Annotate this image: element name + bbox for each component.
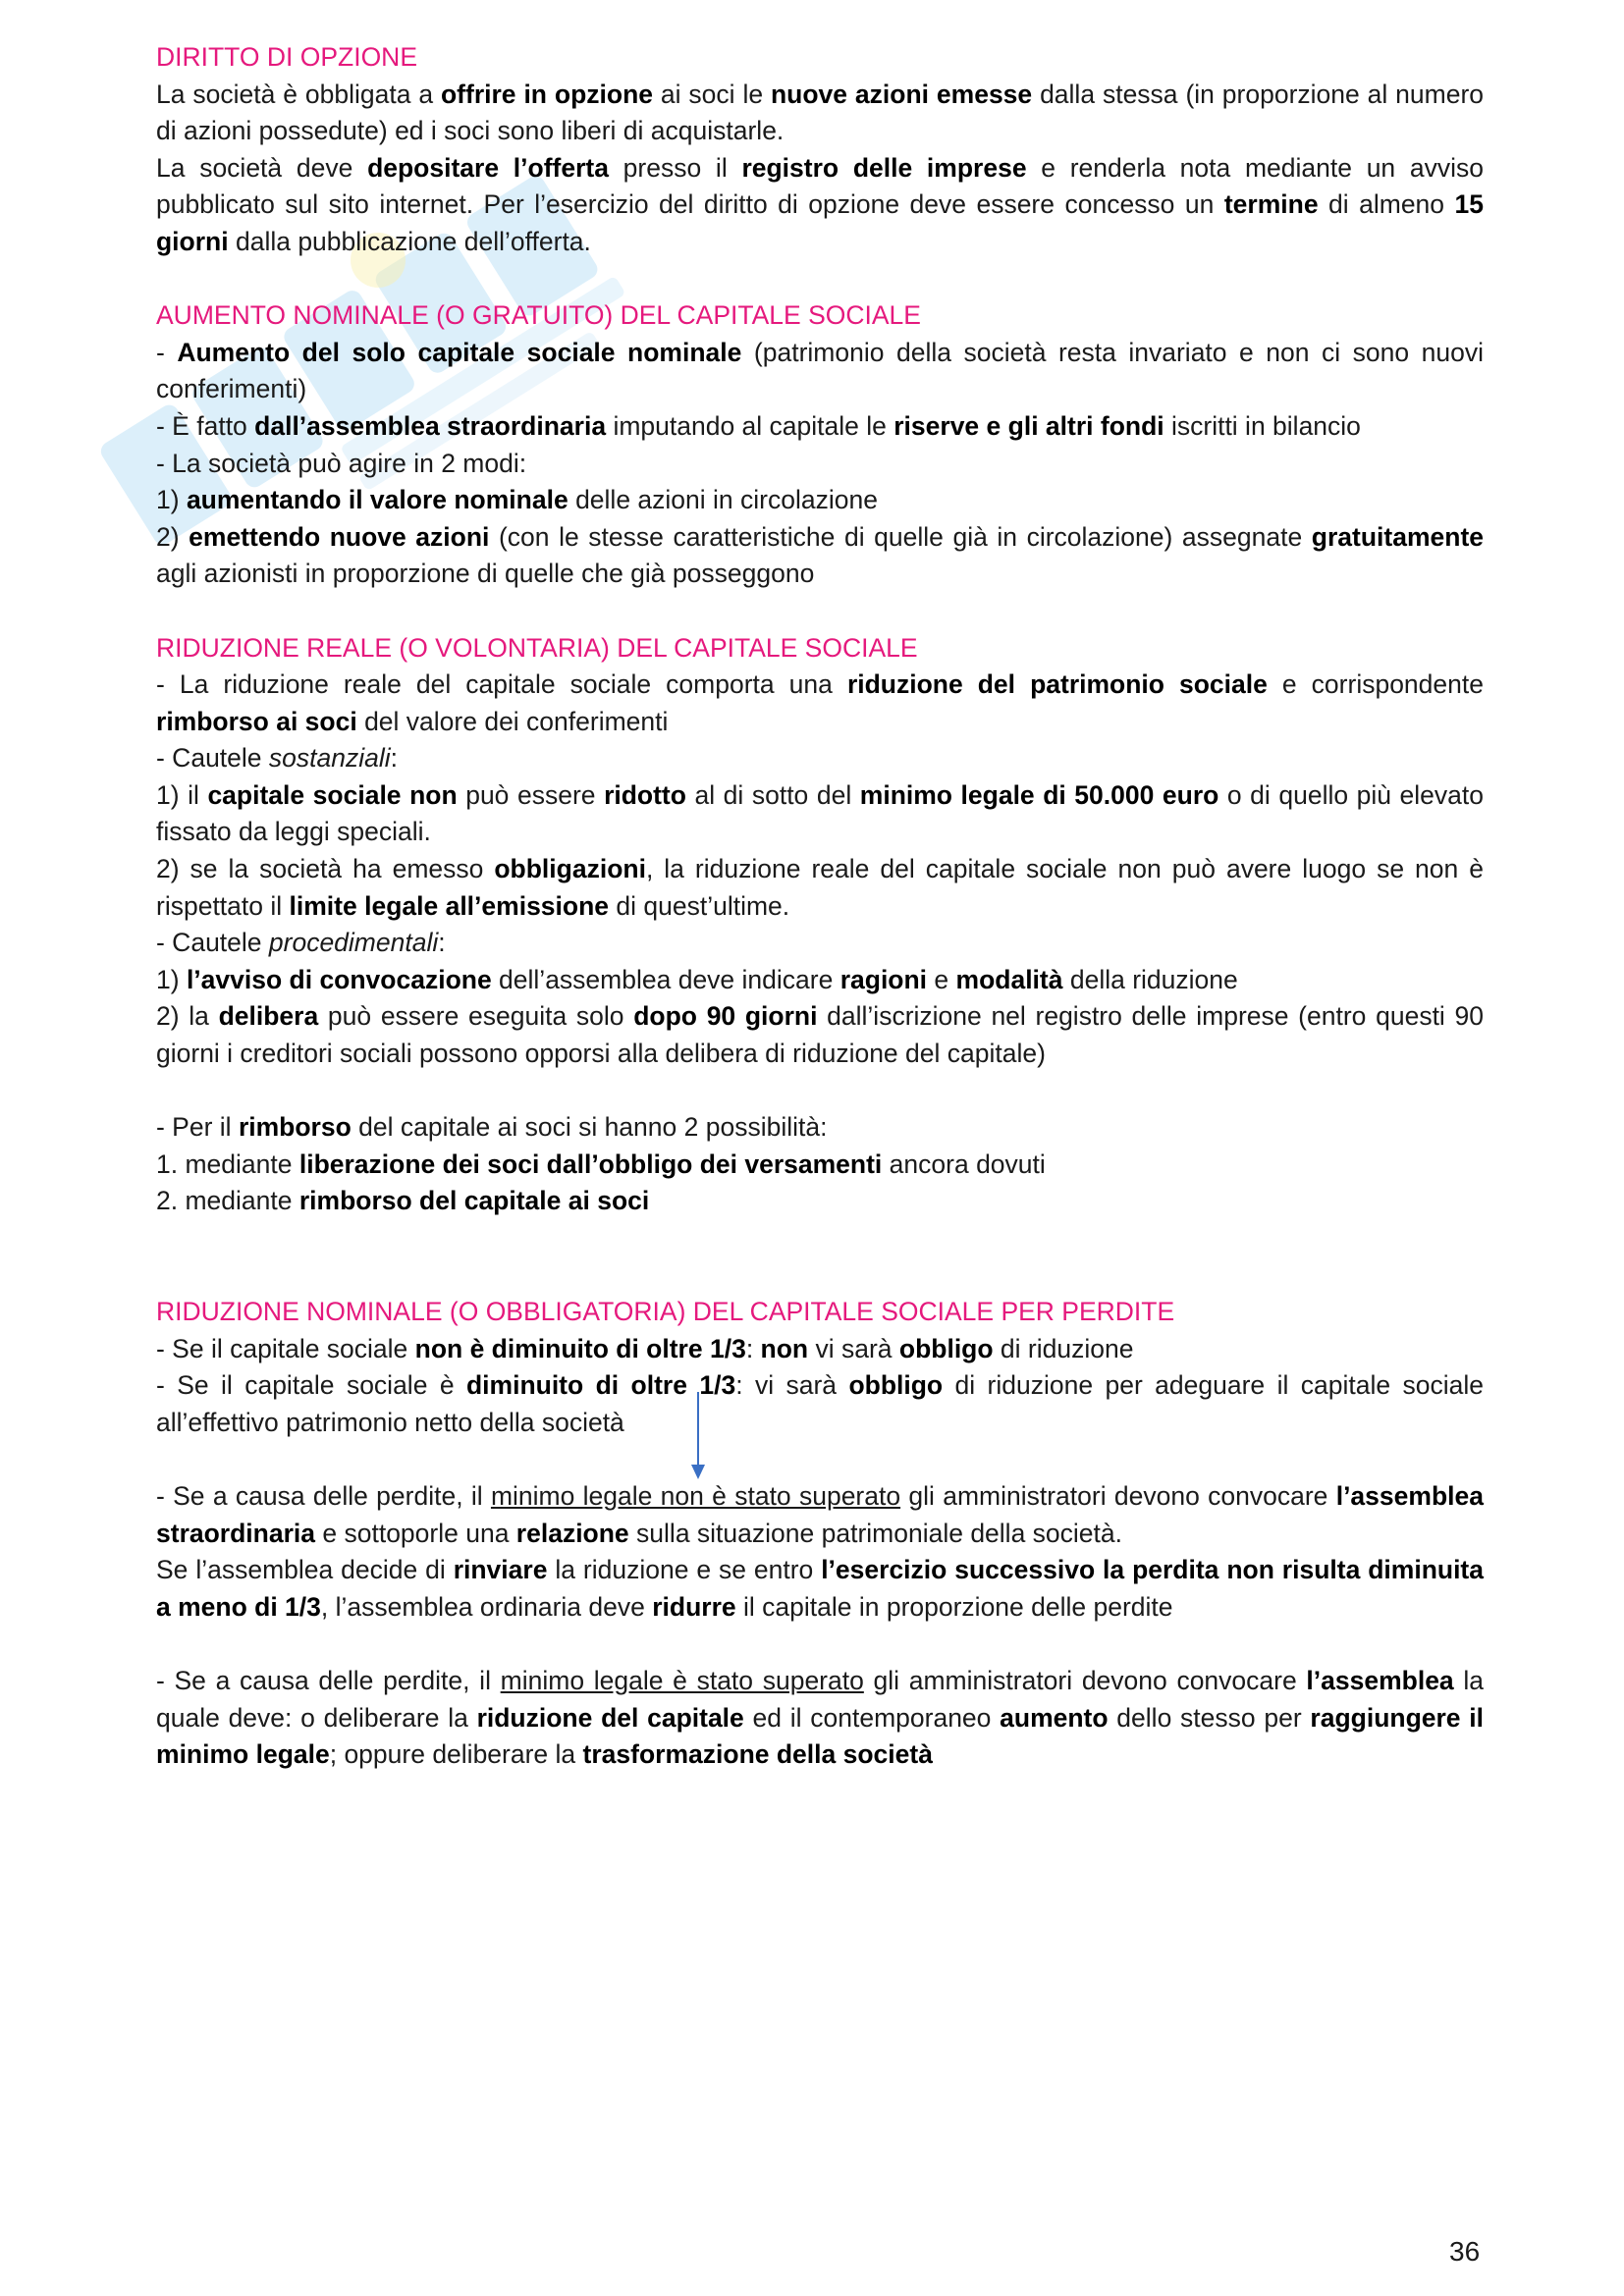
section-riduzione-nominale [156, 1294, 1484, 1774]
list-item: - La riduzione reale del capitale sociale comporta una riduzione del patrimonio sociale e corrispondente rimborso ai soci del valore dei conferimenti [156, 669, 1484, 736]
list-item: 2. mediante rimborso del capitale ai soci [156, 1186, 650, 1216]
list-item: - Se il capitale sociale è diminuito di oltre 1/3: vi sarà obbligo di riduzione per adeguare il capitale sociale all’effettivo patrimonio netto della società [156, 1370, 1484, 1437]
down-arrow-icon [690, 1392, 706, 1480]
page-number: 36 [1449, 2236, 1481, 2267]
section-riduzione-reale [156, 630, 1484, 1221]
list-item: 2) se la società ha emesso obbligazioni, la riduzione reale del capitale sociale non può avere luogo se non è rispettato il limite legale all’emissione di quest’ultime. [156, 854, 1484, 921]
section-heading: RIDUZIONE NOMINALE (O OBBLIGATORIA) DEL CAPITALE SOCIALE PER PERDITE [156, 1297, 1175, 1326]
section-aumento-nominale [156, 297, 1484, 593]
paragraph: La società deve depositare l’offerta presso il registro delle imprese e renderla nota mediante un avviso pubblicato sul sito internet. Per l’esercizio del diritto di opzione deve essere concesso un termine di almeno 15 giorni dalla pubblicazione dell’offerta. [156, 152, 1484, 256]
section-diritto-opzione [156, 39, 1484, 261]
list-item: - Per il rimborso del capitale ai soci si hanno 2 possibilità: [156, 1112, 828, 1143]
list-item: 2) emettendo nuove azioni (con le stesse caratteristiche di quelle già in circolazione) assegnate gratuitamente agli azionisti in proporzione di quelle che già posseggono [156, 521, 1485, 589]
list-item: 2) la delibera può essere eseguita solo dopo 90 giorni dall’iscrizione nel registro delle imprese (entro questi 90 giorni i creditori sociali possono opporsi alla delibera di riduzione del capitale) [156, 1001, 1484, 1069]
list-item: - Cautele sostanziali: [156, 743, 398, 774]
list-item: - Se il capitale sociale non è diminuito di oltre 1/3: non vi sarà obbligo di riduzione [156, 1333, 1134, 1363]
list-item: - Aumento del solo capitale sociale nominale (patrimonio della società resta invariato e non ci sono nuovi conferimenti) [156, 337, 1485, 404]
page-content [156, 39, 1484, 1810]
paragraph: La società è obbligata a offrire in opzione ai soci le nuove azioni emesse dalla stessa (in proporzione al numero di azioni possedute) ed i soci sono liberi di acquistarle. [156, 79, 1485, 146]
list-item: 1. mediante liberazione dei soci dall’obbligo dei versamenti ancora dovuti [156, 1148, 1046, 1179]
list-item: - Se a causa delle perdite, il minimo legale è stato superato gli amministratori devono convocare l’assemblea la quale deve: o deliberare la riduzione del capitale ed il contemporaneo aumento dello stesso per raggiungere il minimo legale; oppure deliberare la trasformazione della società [156, 1665, 1485, 1770]
list-item: - Cautele procedimentali: [156, 928, 446, 958]
list-item: - È fatto dall’assemblea straordinaria imputando al capitale le riserve e gli altri fondi iscritti in bilancio [156, 410, 1361, 441]
paragraph: Se l’assemblea decide di rinviare la riduzione e se entro l’esercizio successivo la perdita non risulta diminuita a meno di 1/3, l’assemblea ordinaria deve ridurre il capitale in proporzione delle perdite [156, 1555, 1484, 1622]
section-heading: DIRITTO DI OPZIONE [156, 42, 417, 72]
list-item: - Se a causa delle perdite, il minimo legale non è stato superato gli amministratori devono convocare l’assemblea straordinaria e sottoporle una relazione sulla situazione patrimoniale della società. [156, 1480, 1484, 1548]
list-item: 1) aumentando il valore nominale delle azioni in circolazione [156, 485, 878, 515]
section-heading: RIDUZIONE REALE (O VOLONTARIA) DEL CAPITALE SOCIALE [156, 632, 918, 663]
list-item: - La società può agire in 2 modi: [156, 448, 527, 478]
section-heading: AUMENTO NOMINALE (O GRATUITO) DEL CAPITALE SOCIALE [156, 300, 921, 331]
list-item: 1) l’avviso di convocazione dell’assemblea deve indicare ragioni e modalità della riduzione [156, 964, 1238, 994]
list-item: 1) il capitale sociale non può essere ridotto al di sotto del minimo legale di 50.000 euro o di quello più elevato fissato da leggi speciali. [156, 779, 1484, 847]
